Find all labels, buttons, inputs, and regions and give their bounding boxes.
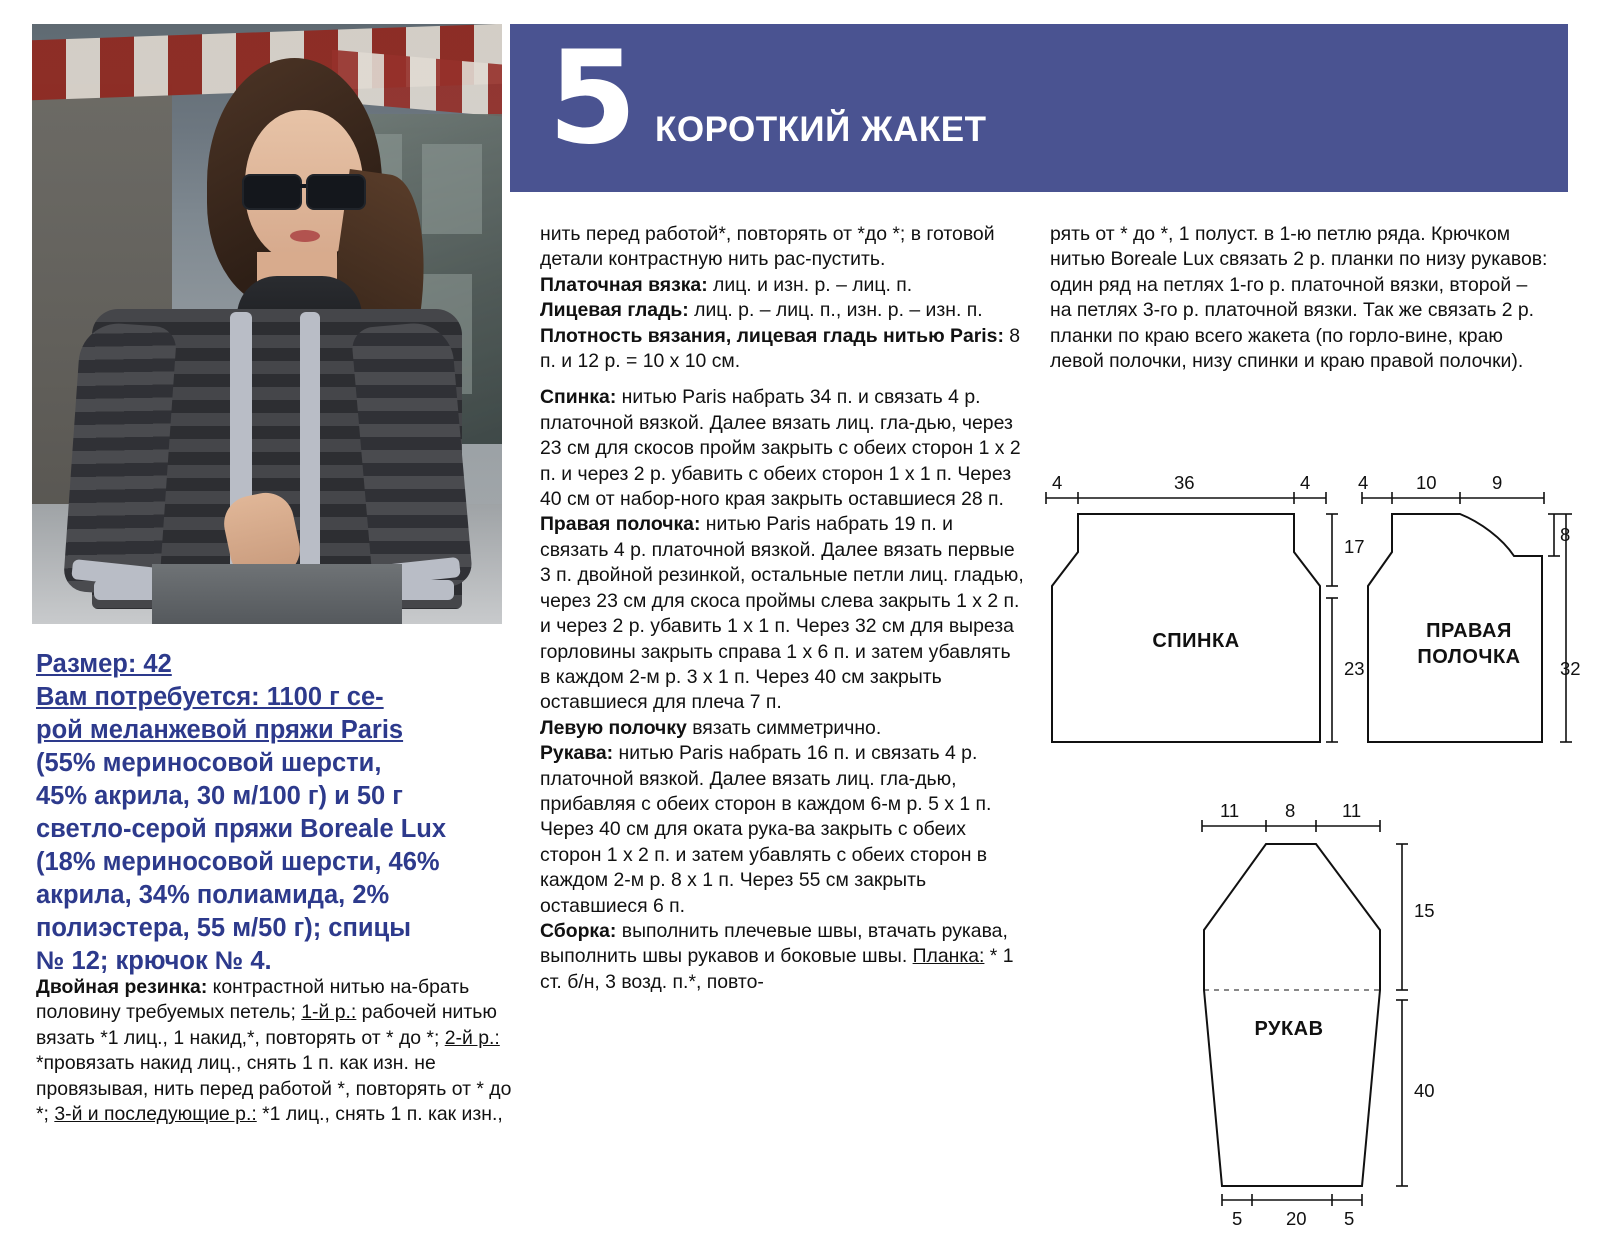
right-front-text: нитью Paris набрать 19 п. и связать 4 р. платочной вязкой. Далее вязать первые 3 п. двойной резинкой, остальные петли лиц. гладью, через 23 см для скоса проймы слева закрыть 1 х 2 п. и через 2 р. убавить 1 х 1 п. Через 32 см для выреза горловины закрыть справа 1 х 6 п. и затем убавлять в каждом 2-м р. 3 х 1 п. Через 40 см закрыть оставшиеся для плеча 7 п. (540, 513, 1024, 714)
gauge-paragraph (540, 324, 1026, 375)
need-line-5: (18% мериносовой шерсти, 46% (36, 848, 440, 876)
row3-label: 3-й и последующие р.: (54, 1103, 257, 1126)
double-rib-text: контрастной нитью на-брать половину требуемых петель; (36, 976, 470, 1024)
left-front-paragraph (540, 716, 1026, 741)
need-line-1: рой меланжевой пряжи Paris (36, 716, 404, 744)
size-line: Размер: 42 (36, 650, 172, 678)
garter-text: лиц. и изн. р. – лиц. п. (707, 273, 913, 296)
photo-lips (290, 230, 320, 242)
garter-label: Платочная вязка: (540, 273, 708, 296)
planka-text: * 1 ст. б/н, 3 возд. п.*, повто- (540, 945, 1014, 993)
back-schematic-shape (1036, 470, 1336, 770)
sunglasses-icon (242, 174, 372, 208)
sleeve-bottom-mark-0: 5 (1232, 1208, 1243, 1229)
sleeves-label: Рукава: (540, 742, 614, 765)
schematics-group (1036, 470, 1581, 1230)
page-title: КОРОТКИЙ ЖАКЕТ (655, 110, 987, 149)
instructions-column-right (1050, 222, 1550, 374)
gauge-text: 8 п. и 12 р. = 10 х 10 см. (540, 324, 1021, 373)
garter-stitch-paragraph (540, 273, 1026, 298)
stockinette-paragraph (540, 298, 1026, 323)
left-front-text: вязать симметрично. (686, 716, 882, 739)
sleeve-schematic-shape (1166, 800, 1466, 1220)
right-front-label: Правая полочка: (540, 513, 701, 536)
photo-sleeve-left (63, 321, 178, 597)
sleeve-piece-label: РУКАВ (1254, 1018, 1324, 1040)
row2-text: *провязать накид лиц., снять 1 п. как изн. не провязывая, нить перед работой *, повторять от * до *; (36, 1052, 512, 1126)
stockinette-label: Лицевая гладь: (540, 299, 689, 322)
sleeves-paragraph (540, 741, 1026, 919)
materials-block (36, 648, 526, 978)
row1-label: 1-й р.: (301, 1001, 357, 1024)
right-front-label-line1: ПРАВАЯ (1426, 620, 1512, 642)
right-para: рять от * до *, 1 полуст. в 1-ю петлю ряда. Крючком нитью Boreale Lux связать 2 р. планки по низу рукавов: один ряд на петлях 1-го р. платочной вязки, второй – на петлях 3-го р. платочной вязки. Так же связать 2 р. планки по краю всего жакета (по горло-вине, краю левой полочки, низу спинки и краю правой полочки). (1050, 223, 1548, 373)
back-text: нитью Paris набрать 34 п. и связать 4 р. платочной вязкой. Далее вязать лиц. гла-дью, через 23 см для скосов пройм закрыть с обеих сторон 1 х 2 п. и через 2 р. убавить с обеих сторон 1 х 1 п. Через 40 см от набор-ного края закрыть оставшиеся 28 п. (540, 386, 1021, 511)
sleeve-top-mark-0: 11 (1220, 800, 1240, 821)
back-label: Спинка: (540, 386, 617, 409)
sleeve-right-mark-0: 15 (1414, 900, 1435, 921)
section-header-band (510, 24, 1568, 192)
row3-text: *1 лиц., снять 1 п. как изн., (256, 1103, 503, 1126)
row2-label: 2-й р.: (444, 1026, 500, 1049)
double-rib-label: Двойная резинка: (36, 976, 208, 998)
need-line-8: № 12; крючок № 4. (36, 947, 272, 975)
back-piece-label: СПИНКА (1152, 630, 1240, 652)
assembly-label: Сборка: (540, 919, 617, 942)
gauge-label: Плотность вязания, лицевая гладь нитью Paris: (540, 324, 1004, 347)
sleeve-top-mark-1: 8 (1285, 800, 1296, 821)
right-front-label-line2: ПОЛОЧКА (1417, 646, 1521, 668)
right-front-right-mark-1: 32 (1560, 658, 1581, 679)
back-paragraph (540, 385, 1026, 512)
mid-para-1: нить перед работой*, повторять от *до *; в готовой детали контрастную нить рас-пустить. (540, 223, 995, 271)
photo-jacket-trim-right (300, 312, 320, 602)
back-right-mark-0: 17 (1344, 536, 1365, 557)
need-line-3: 45% акрила, 30 м/100 г) и 50 г (36, 782, 403, 810)
need-line-7: полиэстера, 55 м/50 г); спицы (36, 914, 411, 942)
sleeve-right-mark-1: 40 (1414, 1080, 1435, 1101)
right-front-top-mark-0: 4 (1358, 472, 1369, 493)
instructions-column-middle (540, 222, 1026, 995)
assembly-text: выполнить плечевые швы, втачать рукава, выполнить швы рукавов и боковые швы. (540, 919, 1008, 968)
photo-skirt (152, 564, 402, 624)
assembly-paragraph (540, 919, 1026, 995)
double-rib-paragraph (36, 975, 526, 1127)
back-right-mark-1: 23 (1344, 658, 1365, 679)
need-line-2: (55% мериносовой шерсти, (36, 749, 382, 777)
right-front-top-mark-2: 9 (1492, 472, 1503, 493)
sleeves-text: нитью Paris набрать 16 п. и связать 4 р. платочной вязкой. Далее вязать лиц. гла-дью, прибавляя с обеих сторон в каждом 6-м р. 5 х 1 п. Через 40 см для оката рука-ва закрыть с обеих сторон 1 х 2 п. и затем убавлять с обеих сторон в каждом 2-м р. 8 х 1 п. Через 55 см закрыть оставшиеся 6 п. (540, 742, 992, 917)
back-top-mark-0: 4 (1052, 472, 1063, 493)
stockinette-text: лиц. р. – лиц. п., изн. р. – изн. п. (688, 299, 983, 322)
sleeve-bottom-mark-2: 5 (1344, 1208, 1355, 1229)
right-front-right-mark-0: 8 (1560, 524, 1571, 545)
section-number: 5 (548, 24, 638, 173)
back-top-mark-1: 36 (1174, 472, 1195, 493)
left-front-label: Левую полочку (540, 716, 687, 739)
sleeve-bottom-mark-1: 20 (1286, 1208, 1307, 1229)
need-line-0: Вам потребуется: 1100 г се- (36, 683, 384, 711)
need-line-6: акрила, 34% полиамида, 2% (36, 881, 390, 909)
right-front-paragraph (540, 512, 1026, 715)
article-photo (32, 24, 502, 624)
right-front-top-mark-1: 10 (1416, 472, 1437, 493)
right-front-piece-label (1394, 618, 1544, 670)
planka-label: Планка: (912, 945, 985, 968)
sleeve-top-mark-2: 11 (1342, 800, 1362, 821)
back-top-mark-2: 4 (1300, 472, 1311, 493)
need-line-4: светло-серой пряжи Boreale Lux (36, 815, 447, 843)
row1-text: рабочей нитью вязать *1 лиц., 1 накид,*, повторять от * до *; (36, 1001, 497, 1049)
